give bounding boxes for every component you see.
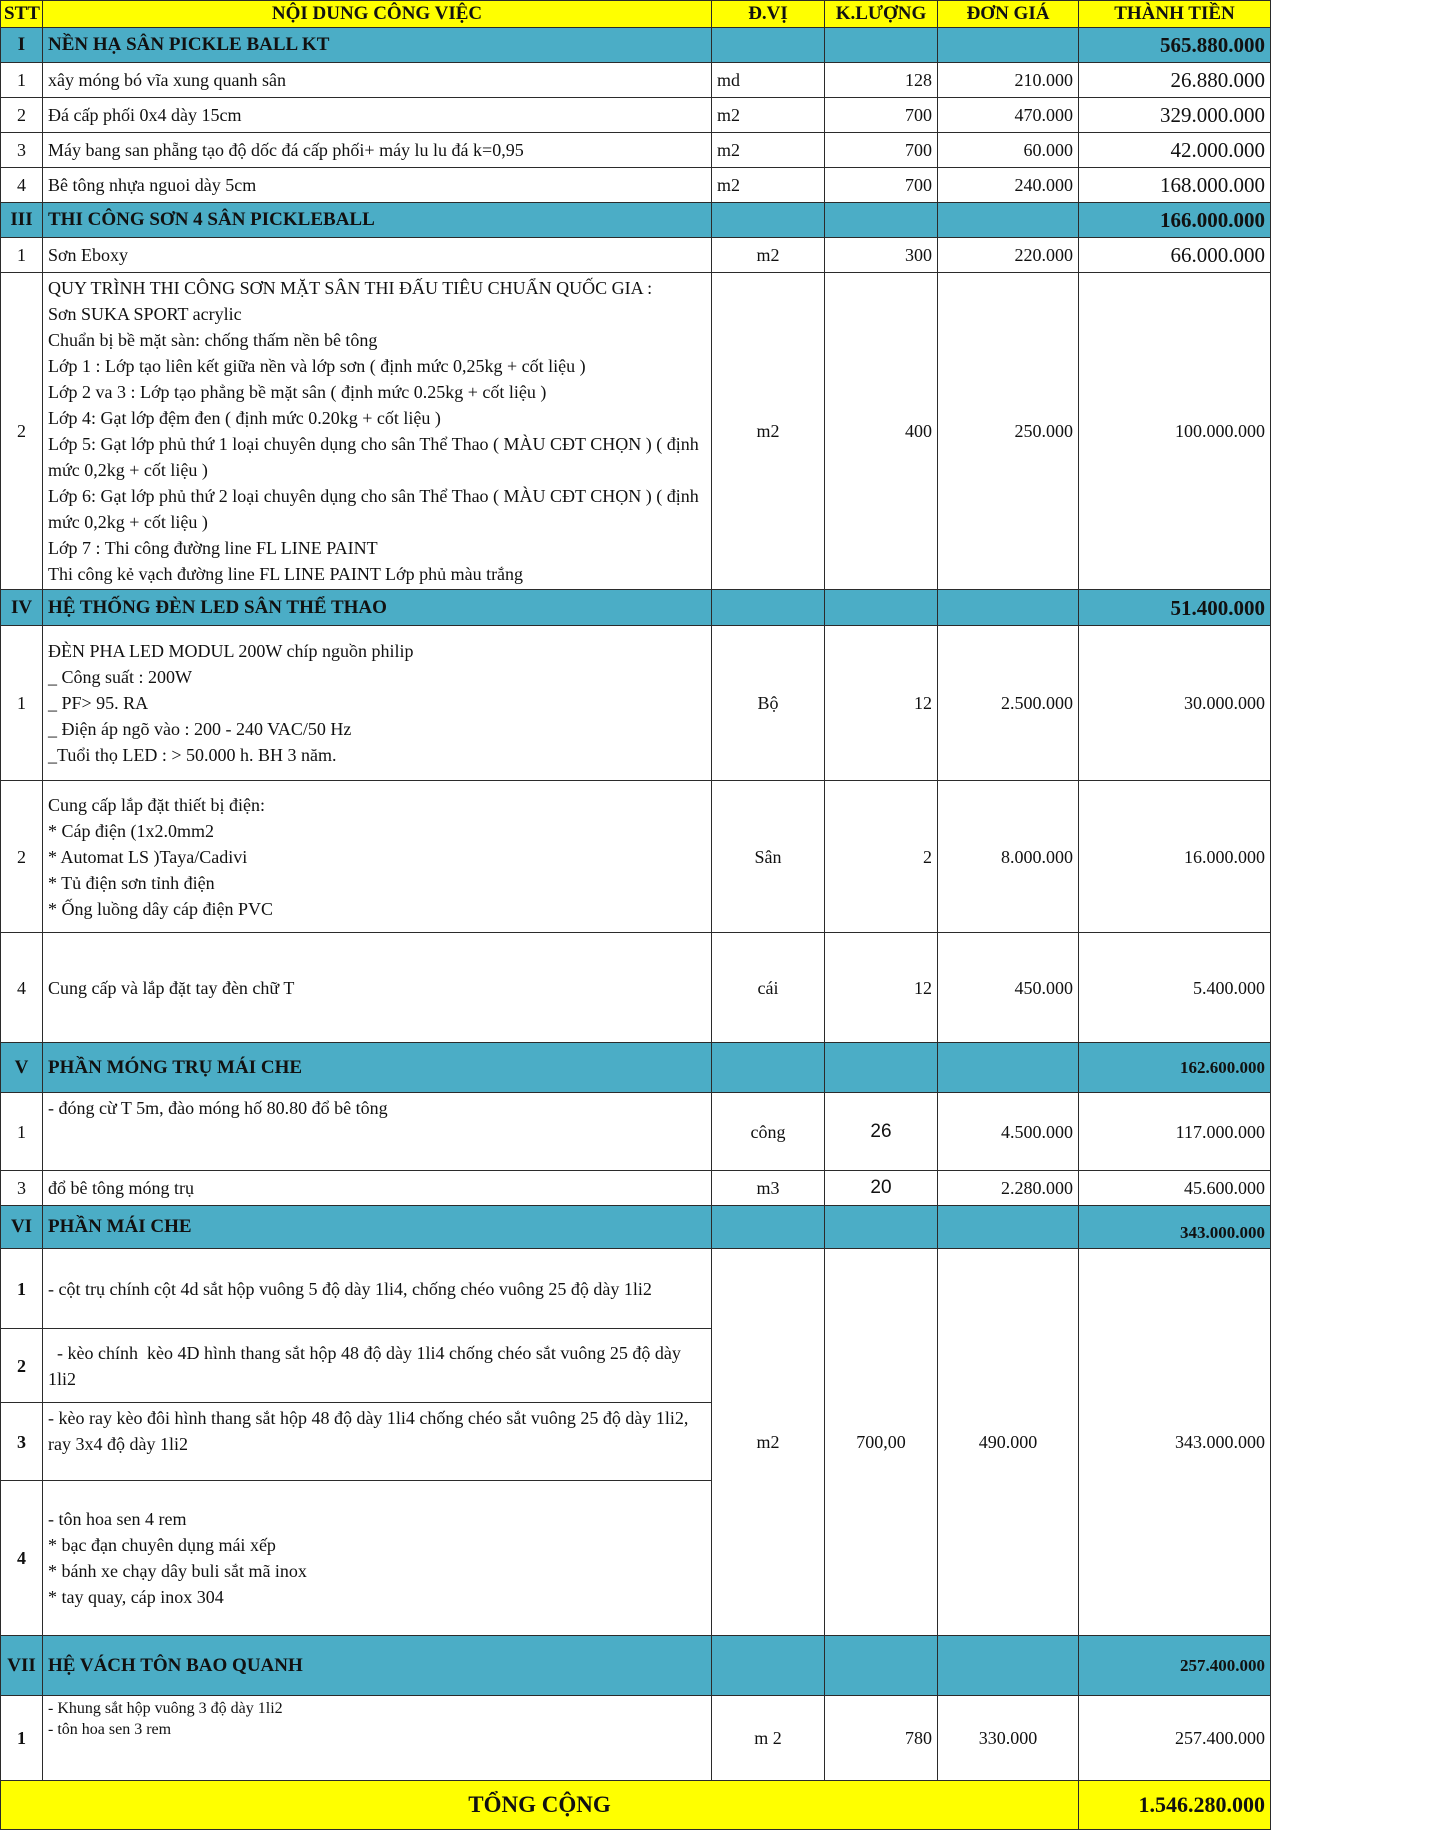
item-description: Đá cấp phối 0x4 dày 15cm	[43, 98, 712, 133]
item-quantity: 128	[825, 63, 938, 98]
item-number: 1	[1, 1249, 43, 1329]
section-number: VII	[1, 1636, 43, 1696]
item-number: 2	[1, 273, 43, 590]
section-total: 166.000.000	[1079, 203, 1271, 238]
item-unit: cái	[712, 933, 825, 1043]
item-number: 1	[1, 626, 43, 781]
section-total: 51.400.000	[1079, 590, 1271, 626]
col-header-amount: THÀNH TIỀN	[1079, 1, 1271, 28]
col-header-unit-price: ĐƠN GIÁ	[938, 1, 1079, 28]
item-unit-price: 250.000	[938, 273, 1079, 590]
item-unit-price: 8.000.000	[938, 781, 1079, 933]
item-number: 2	[1, 1329, 43, 1403]
section-row	[1, 203, 1271, 238]
item-quantity: 400	[825, 273, 938, 590]
table-row	[1, 1093, 1271, 1171]
section-total: 257.400.000	[1079, 1636, 1271, 1696]
table-row	[1, 933, 1271, 1043]
table-row	[1, 133, 1271, 168]
item-description: Bê tông nhựa nguoi dày 5cm	[43, 168, 712, 203]
item-amount: 257.400.000	[1079, 1696, 1271, 1781]
item-quantity: 700	[825, 98, 938, 133]
merged-quantity: 700,00	[825, 1249, 938, 1636]
section-total: 565.880.000	[1079, 28, 1271, 63]
item-amount: 30.000.000	[1079, 626, 1271, 781]
section-title: PHẦN MÁI CHE	[43, 1206, 712, 1249]
item-description: đổ bê tông móng trụ	[43, 1171, 712, 1206]
section-number: IV	[1, 590, 43, 626]
header-row	[1, 1, 1271, 28]
item-quantity: 26	[825, 1093, 938, 1171]
item-description: - kèo ray kèo đôi hình thang sắt hộp 48 độ dày 1li4 chống chéo sắt vuông 25 độ dày 1li2, ray 3x4 độ dày 1li2	[43, 1403, 712, 1481]
table-row	[1, 1171, 1271, 1206]
item-amount: 329.000.000	[1079, 98, 1271, 133]
item-unit: m 2	[712, 1696, 825, 1781]
item-amount: 168.000.000	[1079, 168, 1271, 203]
table-row	[1, 63, 1271, 98]
item-unit-price: 220.000	[938, 238, 1079, 273]
table-row	[1, 1249, 1271, 1329]
item-number: 1	[1, 1696, 43, 1781]
item-amount: 117.000.000	[1079, 1093, 1271, 1171]
item-quantity: 12	[825, 933, 938, 1043]
item-number: 4	[1, 933, 43, 1043]
item-description: - đóng cừ T 5m, đào móng hố 80.80 đổ bê tông	[43, 1093, 712, 1171]
item-number: 3	[1, 1171, 43, 1206]
grand-total-label: TỔNG CỘNG	[1, 1781, 1079, 1830]
item-number: 1	[1, 63, 43, 98]
item-unit-price: 470.000	[938, 98, 1079, 133]
section-title: NỀN HẠ SÂN PICKLE BALL KT	[43, 28, 712, 63]
section-title: PHẦN MÓNG TRỤ MÁI CHE	[43, 1043, 712, 1093]
item-amount: 100.000.000	[1079, 273, 1271, 590]
item-unit-price: 60.000	[938, 133, 1079, 168]
item-quantity: 780	[825, 1696, 938, 1781]
section-row	[1, 1043, 1271, 1093]
item-description: Sơn Eboxy	[43, 238, 712, 273]
item-quantity: 700	[825, 133, 938, 168]
section-row	[1, 28, 1271, 63]
section-row	[1, 1636, 1271, 1696]
item-number: 3	[1, 133, 43, 168]
item-unit: m3	[712, 1171, 825, 1206]
item-unit: Sân	[712, 781, 825, 933]
item-description: ĐÈN PHA LED MODUL 200W chíp nguồn philip _ Công suất : 200W _ PF> 95. RA _ Điện áp ngõ vào : 200 - 240 VAC/50 Hz _Tuổi thọ LED : > 50.000 h. BH 3 năm.	[43, 626, 712, 781]
grand-total-amount: 1.546.280.000	[1079, 1781, 1271, 1830]
item-number: 4	[1, 1481, 43, 1636]
item-unit-price: 2.280.000	[938, 1171, 1079, 1206]
merged-amount: 343.000.000	[1079, 1249, 1271, 1636]
table-row	[1, 1696, 1271, 1781]
item-unit: md	[712, 63, 825, 98]
item-unit: công	[712, 1093, 825, 1171]
section-total: 343.000.000	[1079, 1206, 1271, 1249]
section-title: THI CÔNG SƠN 4 SÂN PICKLEBALL	[43, 203, 712, 238]
item-description: xây móng bó vĩa xung quanh sân	[43, 63, 712, 98]
item-number: 2	[1, 98, 43, 133]
item-quantity: 12	[825, 626, 938, 781]
section-number: V	[1, 1043, 43, 1093]
col-header-description: NỘI DUNG CÔNG VIỆC	[43, 1, 712, 28]
item-amount: 5.400.000	[1079, 933, 1271, 1043]
item-description: - Khung sắt hộp vuông 3 độ dày 1li2 - tôn hoa sen 3 rem	[43, 1696, 712, 1781]
item-unit-price: 2.500.000	[938, 626, 1079, 781]
item-number: 1	[1, 1093, 43, 1171]
table-row	[1, 626, 1271, 781]
item-unit: m2	[712, 98, 825, 133]
item-amount: 66.000.000	[1079, 238, 1271, 273]
item-description: Cung cấp và lắp đặt tay đèn chữ T	[43, 933, 712, 1043]
item-amount: 26.880.000	[1079, 63, 1271, 98]
item-unit-price: 330.000	[938, 1696, 1079, 1781]
item-quantity: 300	[825, 238, 938, 273]
col-header-quantity: K.LƯỢNG	[825, 1, 938, 28]
item-amount: 42.000.000	[1079, 133, 1271, 168]
section-number: VI	[1, 1206, 43, 1249]
item-description: QUY TRÌNH THI CÔNG SƠN MẶT SÂN THI ĐẤU TIÊU CHUẨN QUỐC GIA : Sơn SUKA SPORT acrylic Chuẩn bị bề mặt sàn: chống thấm nền bê tông Lớp 1 : Lớp tạo liên kết giữa nền và lớp sơn ( định mức 0,25kg + cốt liệu ) Lớp 2 va 3 : Lớp tạo phẳng bề mặt sân ( định mức 0.25kg + cốt liệu ) Lớp 4: Gạt lớp đệm đen ( định mức 0.20kg + cốt liệu ) Lớp 5: Gạt lớp phủ thứ 1 loại chuyên dụng cho sân Thể Thao ( MÀU CĐT CHỌN ) ( định mức 0,2kg + cốt liệu ) Lớp 6: Gạt lớp phủ thứ 2 loại chuyên dụng cho sân Thể Thao ( MÀU CĐT CHỌN ) ( định mức 0,2kg + cốt liệu ) Lớp 7 : Thi công đường line FL LINE PAINT Thi công kẻ vạch đường line FL LINE PAINT Lớp phủ màu trắng	[43, 273, 712, 590]
item-unit: m2	[712, 273, 825, 590]
section-row	[1, 1206, 1271, 1249]
item-description: Máy bang san phẵng tạo độ dốc đá cấp phối+ máy lu lu đá k=0,95	[43, 133, 712, 168]
col-header-unit: Đ.VỊ	[712, 1, 825, 28]
section-row	[1, 590, 1271, 626]
item-description: - cột trụ chính cột 4d sắt hộp vuông 5 độ dày 1li4, chống chéo vuông 25 độ dày 1li2	[43, 1249, 712, 1329]
section-number: III	[1, 203, 43, 238]
section-title: HỆ VÁCH TÔN BAO QUANH	[43, 1636, 712, 1696]
item-number: 2	[1, 781, 43, 933]
item-unit-price: 450.000	[938, 933, 1079, 1043]
item-number: 1	[1, 238, 43, 273]
item-description: Cung cấp lắp đặt thiết bị điện: * Cáp điện (1x2.0mm2 * Automat LS )Taya/Cadivi * Tủ điện sơn tỉnh điện * Ống luồng dây cáp điện PVC	[43, 781, 712, 933]
item-amount: 16.000.000	[1079, 781, 1271, 933]
table-row	[1, 98, 1271, 133]
item-unit-price: 210.000	[938, 63, 1079, 98]
table-row	[1, 238, 1271, 273]
table-row	[1, 168, 1271, 203]
item-unit: m2	[712, 133, 825, 168]
item-unit: Bộ	[712, 626, 825, 781]
item-quantity: 20	[825, 1171, 938, 1206]
section-title: HỆ THỐNG ĐÈN LED SÂN THỂ THAO	[43, 590, 712, 626]
item-amount: 45.600.000	[1079, 1171, 1271, 1206]
merged-unit: m2	[712, 1249, 825, 1636]
grand-total-row	[1, 1781, 1271, 1830]
item-description: - kèo chính kèo 4D hình thang sắt hộp 48 độ dày 1li4 chống chéo sắt vuông 25 độ dày 1li2	[43, 1329, 712, 1403]
merged-unit-price: 490.000	[938, 1249, 1079, 1636]
item-quantity: 700	[825, 168, 938, 203]
section-number: I	[1, 28, 43, 63]
table-row	[1, 781, 1271, 933]
item-number: 3	[1, 1403, 43, 1481]
item-quantity: 2	[825, 781, 938, 933]
item-unit: m2	[712, 168, 825, 203]
item-unit-price: 240.000	[938, 168, 1079, 203]
item-number: 4	[1, 168, 43, 203]
section-total: 162.600.000	[1079, 1043, 1271, 1093]
item-description: - tôn hoa sen 4 rem * bạc đạn chuyên dụng mái xếp * bánh xe chạy dây buli sắt mã inox * tay quay, cáp inox 304	[43, 1481, 712, 1636]
item-unit-price: 4.500.000	[938, 1093, 1079, 1171]
col-header-stt: STT	[1, 1, 43, 28]
table-row	[1, 273, 1271, 590]
item-unit: m2	[712, 238, 825, 273]
